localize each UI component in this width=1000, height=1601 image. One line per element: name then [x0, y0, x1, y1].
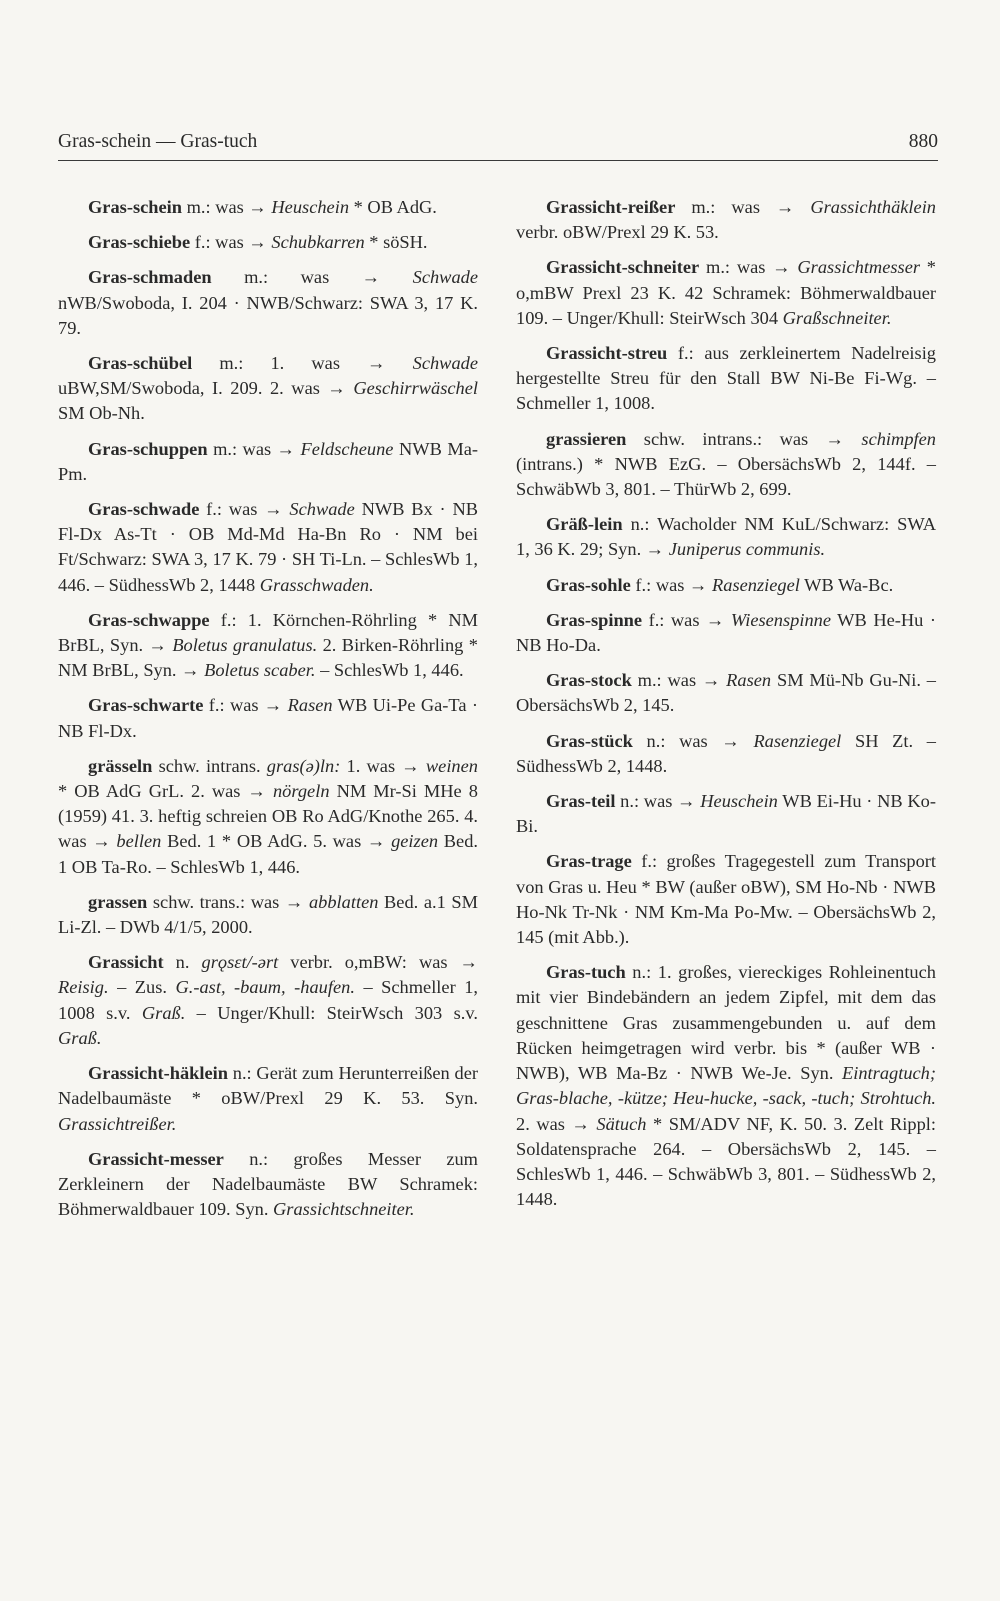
entry-italic-text: Rasenziegel	[753, 730, 842, 751]
entry-text: 1. was →	[340, 755, 426, 776]
entry-italic-text: Schubkarren	[271, 232, 365, 253]
entry-text: f.: was →	[190, 232, 272, 253]
entry-italic-text: gras(ə)ln:	[266, 755, 341, 776]
entry-text: * OB AdG.	[349, 197, 437, 217]
entry-text: m.: was →	[207, 438, 301, 459]
entry-text: f.: aus zerkleinertem Nadelreisig hergestellte Streu für den Stall BW Ni-Be Fi-Wg. – Schmeller 1, 1008.	[516, 343, 936, 414]
dictionary-entry	[58, 1061, 478, 1137]
entry-italic-text: Schwade	[412, 353, 478, 374]
dictionary-entry	[516, 789, 936, 839]
entry-headword: Gras-schuppen	[88, 438, 208, 459]
entry-italic-text: schimpfen	[861, 428, 936, 449]
entry-italic-text: weinen	[425, 755, 478, 776]
entry-italic-text: Graß.	[141, 1002, 186, 1023]
dictionary-entry	[58, 230, 478, 255]
entry-headword: Gras-schwade	[88, 499, 200, 520]
entry-italic-text: Sätuch	[596, 1113, 647, 1134]
entry-text: WB He-Hu · NB Ho-Da.	[516, 609, 936, 656]
entry-text: m.: was →	[182, 197, 272, 217]
entry-italic-text: Grassichtschneiter.	[273, 1199, 415, 1220]
entry-text: SM Ob-Nh.	[58, 403, 145, 424]
entry-text: – SchlesWb 1, 446.	[315, 660, 464, 681]
entry-text: schw. intrans.	[152, 755, 267, 776]
dictionary-entry	[516, 608, 936, 658]
entry-text: f.: was →	[203, 695, 288, 716]
entry-text: m.: was →	[211, 267, 413, 288]
entry-text: n.: 1. großes, viereckiges Rohleinentuch mit vier Bindebändern an jedem Zipfel, mit dem das geschnittene Gras zusammengebunden u. auf dem Rücken heimgetragen wird verbr. bis * (außer WB · NWB), WB Ma-Bz · NWB We-Je. Syn.	[516, 962, 936, 1084]
entry-text: NWB Bx · NB Fl-Dx As-Tt · OB Md-Md Ha-Bn Ro · NM bei Ft/Schwarz: SWA 3, 17 K. 79 · SH Ti-Ln. – SchlesWb 1, 446. – SüdhessWb 2, 1448	[58, 499, 478, 595]
entry-headword: Gräß-lein	[546, 514, 623, 535]
entry-text: n.: Gerät zum Herunterreißen der Nadelbaumäste * oBW/Prexl 29 K. 53. Syn.	[58, 1063, 478, 1109]
entry-text: (intrans.) * NWB EzG. – ObersächsWb 2, 144f. – SchwäbWb 3, 801. – ThürWb 2, 699.	[516, 453, 936, 500]
entry-text: Bed. a.1 SM Li-Zl. – DWb 4/1/5, 2000.	[58, 891, 478, 938]
entry-text: NWB Ma-Pm.	[58, 438, 478, 484]
entry-text: – Zus.	[108, 977, 176, 998]
entry-text: n.: großes Messer zum Zerkleinern der Nadelbaumäste BW Schramek: Böhmerwaldbauer 109. Syn.	[58, 1148, 478, 1220]
entry-text: 2. was →	[516, 1113, 597, 1134]
entry-italic-text: Juniperus communis.	[668, 539, 826, 560]
entry-headword: Gras-tuch	[546, 962, 626, 983]
dictionary-entry	[58, 1147, 478, 1223]
right-column	[516, 195, 936, 1222]
entry-headword: Gras-stück	[546, 730, 633, 751]
dictionary-entry	[58, 195, 478, 220]
entry-text: m.: was →	[631, 670, 727, 691]
entry-italic-text: Rasen	[287, 695, 333, 716]
entry-text: * söSH.	[364, 232, 428, 253]
entry-headword: Grassicht	[88, 952, 164, 973]
entry-headword: Gras-spinne	[546, 609, 643, 630]
entry-text: nWB/Swoboda, I. 204 · NWB/Schwarz: SWA 3, 17 K. 79.	[58, 292, 478, 338]
entry-headword: Gras-schwarte	[88, 695, 204, 716]
entry-italic-text: Rasenziegel	[712, 574, 800, 595]
entry-text: WB Ui-Pe Ga-Ta · NB Fl-Dx.	[58, 695, 478, 741]
entry-text: * SM/ADV NF, K. 50. 3. Zelt Rippl: Soldatensprache 264. – ObersächsWb 2, 145. – SchlesWb 1, 446. – SchwäbWb 3, 801. – SüdhessWb 2, 1448.	[516, 1113, 937, 1210]
entry-headword: Gras-schwappe	[88, 609, 210, 630]
entry-text: schw. trans.: was →	[147, 891, 309, 912]
entry-italic-text: nörgeln	[272, 781, 330, 802]
entry-headword: Grassicht-schneiter	[546, 257, 700, 278]
entry-text: WB Ei-Hu · NB Ko-Bi.	[516, 791, 936, 837]
entry-text: m.: was →	[675, 197, 811, 217]
entry-italic-text: Schwade	[289, 499, 355, 520]
entry-text: f.: was →	[199, 499, 290, 520]
entry-text: * o,mBW Prexl 23 K. 42 Schramek: Böhmerwaldbauer 109. – Unger/Khull: SteirWsch 304	[516, 257, 936, 328]
entry-text: uBW,SM/Swoboda, I. 209. 2. was →	[58, 378, 354, 399]
entry-italic-text: Boletus granulatus.	[172, 635, 318, 656]
dictionary-entry	[516, 729, 936, 779]
dictionary-entry	[516, 427, 936, 503]
entry-text: Bed. 1 * OB AdG. 5. was →	[161, 831, 392, 852]
entry-italic-text: Heuschein	[700, 791, 778, 812]
left-column	[58, 195, 478, 1232]
dictionary-entry	[58, 950, 478, 1051]
entry-italic-text: Grassichtreißer.	[58, 1113, 177, 1134]
dictionary-entry	[516, 512, 936, 562]
entry-headword: grassen	[88, 891, 148, 912]
dictionary-entry	[58, 437, 478, 487]
dictionary-entry	[58, 497, 478, 598]
entry-text: * OB AdG GrL. 2. was →	[58, 781, 273, 802]
entry-headword: Gras-schein	[88, 197, 182, 217]
dictionary-entry	[58, 754, 478, 880]
dictionary-entry	[516, 255, 936, 331]
entry-text: – Unger/Khull: SteirWsch 303 s.v.	[185, 1002, 478, 1023]
entry-italic-text: Eintragtuch; Gras-blache, -kütze; Heu-hucke, -sack, -tuch; Strohtuch.	[516, 1063, 936, 1109]
entry-text: WB Wa-Bc.	[799, 574, 894, 595]
header-rule	[58, 160, 938, 161]
entry-text: n.: was →	[615, 791, 701, 812]
entry-text: m.: 1. was →	[192, 353, 413, 374]
entry-headword: Gras-sohle	[546, 574, 631, 595]
entry-italic-text: Heuschein	[271, 197, 350, 217]
entry-italic-text: Grasschwaden.	[259, 574, 374, 595]
entry-text: NM Mr-Si MHe 8 (1959) 41. 3. heftig schreien OB Ro AdG/Knothe 265. 4. was →	[58, 781, 478, 852]
entry-text: 2. Birken-Röhrling * NM BrBL, Syn. →	[58, 635, 478, 681]
entry-text: – Schmeller 1, 1008 s.v.	[58, 977, 479, 1023]
dictionary-entry	[516, 668, 936, 718]
entry-headword: grassieren	[546, 428, 627, 449]
entry-headword: Gras-schiebe	[88, 232, 191, 253]
entry-text: m.: was →	[699, 257, 798, 278]
entry-italic-text: abblatten	[308, 891, 379, 912]
entry-italic-text: geizen	[391, 831, 439, 852]
entry-headword: Grassicht-messer	[88, 1148, 224, 1169]
entry-italic-text: Schwade	[412, 267, 478, 288]
entry-text: verbr. oBW/Prexl 29 K. 53.	[516, 222, 719, 243]
page-number: 880	[908, 131, 938, 152]
entry-text: n.: Wacholder NM KuL/Schwarz: SWA 1, 36 K. 29; Syn. →	[516, 514, 936, 560]
entry-text: f.: was →	[630, 574, 713, 595]
entry-italic-text: bellen	[116, 831, 162, 852]
entry-italic-text: Reisig.	[58, 977, 109, 998]
entry-text: Bed. 1 OB Ta-Ro. – SchlesWb 1, 446.	[58, 831, 478, 877]
dictionary-entry	[58, 608, 478, 684]
entry-italic-text: grǫsεt/-ərt	[201, 952, 279, 973]
entry-italic-text: Graß.	[58, 1027, 102, 1048]
entry-text: SH Zt. – SüdhessWb 2, 1448.	[516, 730, 936, 776]
dictionary-entry	[516, 960, 936, 1212]
entry-italic-text: Wiesenspinne	[730, 609, 832, 630]
entry-headword: grässeln	[88, 755, 153, 776]
entry-headword: Gras-schübel	[88, 353, 193, 374]
entry-italic-text: Feldscheune	[300, 438, 394, 459]
running-head: Gras-schein — Gras-tuch	[58, 131, 258, 152]
dictionary-entry	[58, 265, 478, 341]
entry-italic-text: Rasen	[726, 670, 772, 691]
entry-text: n.	[163, 952, 202, 973]
entry-headword: Gras-stock	[546, 670, 632, 691]
dictionary-entry	[58, 351, 478, 427]
entry-text: SM Mü-Nb Gu-Ni. – ObersächsWb 2, 145.	[516, 670, 936, 716]
entry-italic-text: Grassichthäklein	[810, 197, 936, 217]
entry-headword: Grassicht-reißer	[546, 197, 676, 217]
dictionary-entry	[58, 890, 478, 940]
entry-text: f.: großes Tragegestell zum Transport von Gras u. Heu * BW (außer oBW), SM Ho-Nb · NWB Ho-Nk Tr-Nk · NM Km-Ma Po-Mw. – ObersächsWb 2, 145 (mit Abb.).	[516, 851, 936, 948]
entry-headword: Grassicht-streu	[546, 343, 668, 364]
entry-text: n.: was →	[632, 730, 754, 751]
entry-headword: Gras-teil	[546, 791, 616, 812]
dictionary-entry	[516, 341, 936, 417]
entry-italic-text: G.-ast, -baum, -haufen.	[175, 977, 355, 998]
entry-italic-text: Geschirrwäschel	[353, 378, 478, 399]
entry-text: schw. intrans.: was →	[626, 428, 862, 449]
entry-text: verbr. o,mBW: was →	[278, 952, 478, 973]
entry-text: f.: 1. Körnchen-Röhrling * NM BrBL, Syn. →	[58, 609, 478, 656]
dictionary-entry	[516, 195, 936, 245]
dictionary-entry	[516, 573, 936, 598]
entry-text: f.: was →	[642, 609, 731, 630]
entry-headword: Gras-trage	[546, 851, 632, 872]
entry-headword: Gras-schmaden	[88, 267, 212, 288]
entry-italic-text: Graßschneiter.	[782, 307, 892, 328]
entry-headword: Grassicht-häklein	[88, 1063, 228, 1084]
entry-italic-text: Grassichtmesser	[797, 257, 921, 278]
dictionary-entry	[58, 693, 478, 743]
entry-italic-text: Boletus scaber.	[204, 660, 316, 681]
dictionary-entry	[516, 849, 936, 950]
